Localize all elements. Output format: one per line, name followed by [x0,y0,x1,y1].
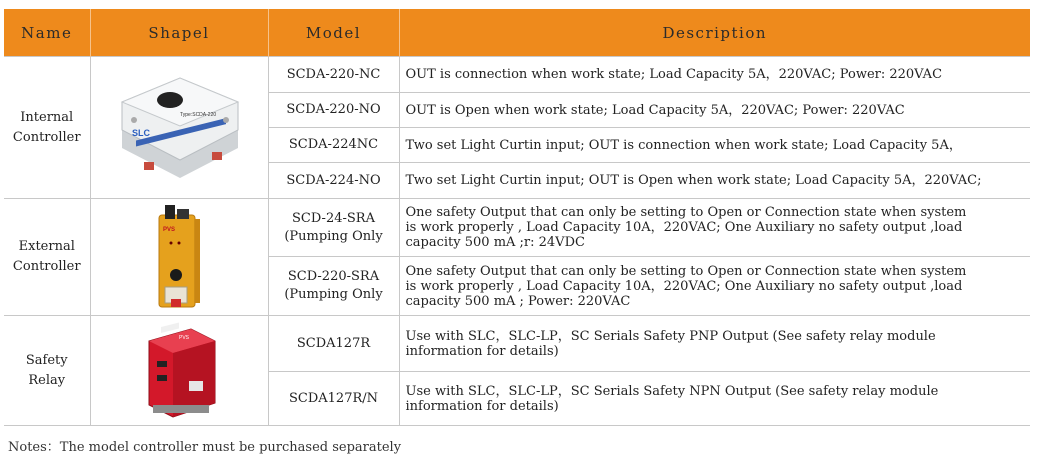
description-cell [399,257,1030,316]
model-cell: SCDA-224NC [268,128,399,163]
model-line1: SCD-24-SRA [292,210,375,226]
group-name-internal [4,57,90,199]
model-cell: SCDA-224-NO [268,163,399,199]
desc-line1: Use with SLC，SLC-LP，SC Serials Safety PNP Output (See safety relay module [405,328,936,344]
external-controller-icon [149,203,209,311]
description-cell [399,199,1030,257]
group-name-line2: Controller [12,259,81,274]
header-name: Name [4,9,90,57]
group-name-line1: External [18,239,75,254]
internal-brand-text: SLC [132,127,150,138]
table-row [4,316,1030,372]
model-cell: SCDA-220-NC [268,57,399,93]
desc-line1: Use with SLC，SLC-LP，SC Serials Safety NPN Output (See safety relay module [405,383,939,399]
model-cell [268,199,399,257]
desc-line2: is work properly , Load Capacity 10A，220VAC; One Auxiliary no safety output ,load [405,278,963,294]
desc-line3: capacity 500 mA ; Power: 220VAC [405,293,631,309]
group-name-line2: Controller [12,129,81,145]
description-cell [399,372,1030,426]
description-cell: Two set Light Curtin input; OUT is connection when work state; Load Capacity 5A， [399,128,1030,163]
internal-controller-image [90,57,268,199]
group-name-line1: Internal [20,109,74,125]
external-controller-image [90,199,268,316]
model-cell: SCDA127R [268,316,399,372]
notes-text: Notes：The model controller must be purchased separately [8,440,402,455]
desc-line2: information for details) [405,398,559,414]
description-cell: OUT is Open when work state; Load Capacity 5A，220VAC; Power: 220VAC [399,93,1030,128]
external-brand-text: PVS [163,227,176,233]
table-row [4,199,1030,257]
relay-brand-text: PVS [179,334,190,341]
group-name-line1: Safety [25,352,68,368]
desc-line1: One safety Output that can only be setting to Open or Connection state when system [405,263,967,279]
model-cell: SCDA127R/N [268,372,399,426]
header-model: Model [268,9,399,57]
safety-relay-image [90,316,268,426]
desc-line2: information for details) [405,343,559,359]
model-line1: SCD-220-SRA [287,269,380,284]
header-shape: Shapel [90,9,268,57]
group-name-external [4,199,90,316]
desc-line1: One safety Output that can only be setting to Open or Connection state when system [405,205,967,220]
internal-controller-icon [114,72,244,184]
controller-spec-table [4,9,1030,426]
header-description: Description [399,9,1030,57]
description-cell: OUT is connection when work state; Load Capacity 5A，220VAC; Power: 220VAC [399,57,1030,93]
model-cell: SCDA-220-NO [268,93,399,128]
desc-line3: capacity 500 mA ;r: 24VDC [405,235,585,250]
safety-relay-icon [129,321,229,421]
group-name-relay [4,316,90,426]
desc-line2: is work properly , Load Capacity 10A，220VAC; One Auxiliary no safety output ,load [405,220,963,235]
description-cell [399,316,1030,372]
table-row [4,57,1030,93]
table-header-row [4,9,1030,57]
internal-type-text: Type:SCDA-220 [180,111,217,118]
model-line2: (Pumping Only [284,287,383,302]
model-line2: (Pumping Only [284,228,383,244]
model-cell [268,257,399,316]
description-cell: Two set Light Curtin input; OUT is Open when work state; Load Capacity 5A，220VAC; [399,163,1030,199]
group-name-line2: Relay [28,372,66,388]
